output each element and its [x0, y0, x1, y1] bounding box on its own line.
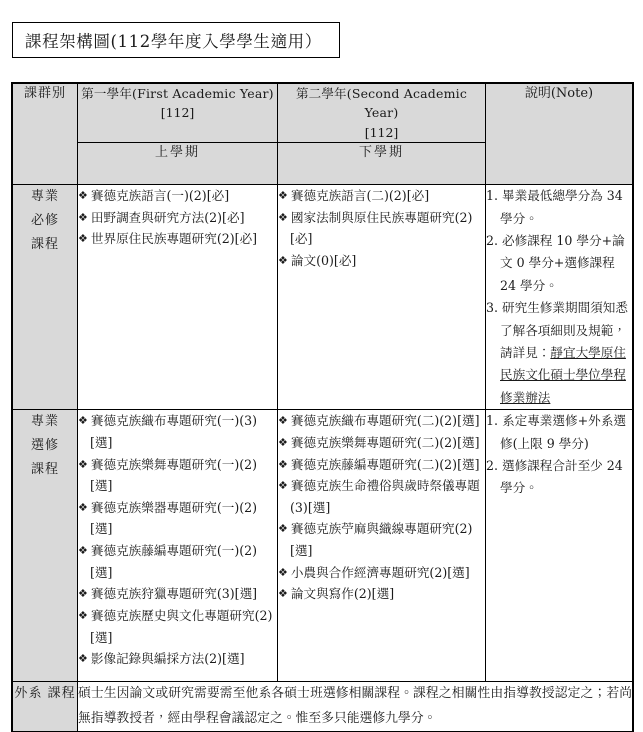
- diamond-bullet-icon: ❖: [78, 587, 88, 601]
- course-label: 論文(0)[必]: [290, 253, 357, 269]
- course-label: 賽德克族織布專題研究(二)(2)[選]: [290, 413, 480, 429]
- foreign-courses-description: 碩士生因論文或研究需要需至他系各碩士班選修相關課程。課程之相關性由指導教授認定之；若尚無指導教授者，經由學程會議認定之。惟至多只能選修九學分。: [78, 682, 633, 732]
- header-row-year: [13, 84, 633, 143]
- course-label: 田野調查與研究方法(2)[必]: [90, 209, 245, 225]
- diamond-bullet-icon: ❖: [278, 479, 288, 493]
- header-note-column: 說明(Note): [486, 84, 633, 185]
- course-label: 賽德克族苧麻與織線專題研究(2)[選]: [290, 521, 473, 559]
- course-item: [278, 432, 485, 454]
- table-row-elective-courses: [13, 410, 633, 682]
- header-semester1: 上學期: [78, 143, 278, 185]
- page-title: 課程架構圖(112學年度入學學生適用）: [25, 32, 322, 51]
- note-item: [486, 455, 632, 500]
- header-year2-line1: 第二學年(Second Academic Year): [295, 86, 468, 121]
- row-label-elective: [13, 410, 78, 682]
- course-label: 賽德克族樂舞專題研究(一)(2)[選]: [90, 456, 258, 494]
- header-group-column: 課群別: [13, 84, 78, 185]
- diamond-bullet-icon: ❖: [78, 457, 88, 471]
- course-label: 賽德克族生命禮俗與歲時祭儀專題(3)[選]: [290, 478, 480, 515]
- diamond-bullet-icon: ❖: [278, 414, 288, 428]
- course-item: [278, 583, 485, 605]
- course-label: 影像記錄與編採方法(2)[選]: [90, 651, 245, 667]
- course-item: [78, 454, 277, 497]
- header-year1: [78, 84, 278, 143]
- row-label-line: 外系: [14, 686, 43, 702]
- regulations-link[interactable]: 靜宜大學原住民族文化碩士學位學程修業辦法: [500, 344, 626, 405]
- diamond-bullet-icon: ❖: [78, 544, 88, 558]
- diamond-bullet-icon: ❖: [78, 232, 88, 246]
- course-label: 世界原住民族專題研究(2)[必]: [90, 231, 258, 247]
- row-label-line: 課程: [30, 237, 59, 253]
- course-label: 賽德克族狩獵專題研究(3)[選]: [90, 586, 258, 602]
- note-text: 1. 畢業最低總學分為 34 學分。: [486, 188, 623, 226]
- header-year2: [278, 84, 486, 143]
- required-notes: [486, 185, 633, 410]
- elective-notes: [486, 410, 633, 682]
- elective-semester2-courses: [278, 410, 486, 682]
- course-item: [78, 540, 277, 583]
- row-label-line: 課程: [47, 686, 76, 702]
- required-semester2-courses: [278, 185, 486, 410]
- course-item: [78, 410, 277, 453]
- diamond-bullet-icon: ❖: [278, 457, 288, 471]
- row-label-line: 專業: [30, 414, 59, 430]
- note-item: [486, 297, 632, 409]
- course-label: 國家法制與原住民族專題研究(2)[必]: [290, 209, 473, 247]
- diamond-bullet-icon: ❖: [278, 522, 288, 536]
- diamond-bullet-icon: ❖: [278, 189, 288, 203]
- row-label-line: 專業: [30, 189, 59, 205]
- course-item: [78, 605, 277, 648]
- note-text: 2. 必修課程 10 學分+論文 0 學分+選修課程 24 學分。: [486, 232, 625, 293]
- table-row-required-courses: [13, 185, 633, 410]
- course-item: [78, 228, 277, 250]
- table-body: [13, 185, 633, 732]
- header-semester2: 下學期: [278, 143, 486, 185]
- row-label-line: 課程: [30, 462, 59, 478]
- course-item: [278, 518, 485, 561]
- diamond-bullet-icon: ❖: [278, 435, 288, 449]
- course-label: 賽德克族樂舞專題研究(二)(2)[選]: [290, 434, 480, 450]
- elective-semester1-courses: [78, 410, 278, 682]
- note-item: [486, 185, 632, 230]
- course-item: [278, 454, 485, 476]
- curriculum-structure-table: [12, 83, 633, 732]
- diamond-bullet-icon: ❖: [78, 500, 88, 514]
- note-item: [486, 410, 632, 455]
- course-item: [78, 648, 277, 670]
- course-label: 賽德克族語言(一)(2)[必]: [90, 188, 230, 204]
- course-item: [278, 250, 485, 272]
- course-item: [278, 207, 485, 250]
- diamond-bullet-icon: ❖: [78, 414, 88, 428]
- course-label: 論文與寫作(2)[選]: [290, 586, 395, 602]
- course-label: 賽德克族歷史與文化專題研究(2)[選]: [90, 608, 273, 645]
- diamond-bullet-icon: ❖: [278, 254, 288, 268]
- diamond-bullet-icon: ❖: [78, 652, 88, 666]
- course-label: 賽德克族語言(二)(2)[必]: [290, 188, 430, 204]
- course-label: 賽德克族藤編專題研究(一)(2)[選]: [90, 543, 258, 580]
- row-label-foreign: [13, 682, 78, 732]
- course-label: 賽德克族織布專題研究(一)(3)[選]: [90, 413, 258, 450]
- note-text: 1. 系定專業選修+外系選修(上限 9 學分): [486, 413, 626, 451]
- course-item: [278, 185, 485, 207]
- diamond-bullet-icon: ❖: [278, 587, 288, 601]
- row-label-required: [13, 185, 78, 410]
- row-label-line: 選修: [30, 438, 59, 454]
- course-item: [78, 497, 277, 540]
- course-item: [78, 207, 277, 229]
- header-year1-line2: [112]: [160, 105, 195, 121]
- course-item: [78, 185, 277, 207]
- course-item: [278, 475, 485, 518]
- header-year2-line2: [112]: [364, 124, 399, 140]
- course-label: 小農與合作經濟專題研究(2)[選]: [290, 564, 470, 580]
- diamond-bullet-icon: ❖: [78, 189, 88, 203]
- course-item: [278, 562, 485, 584]
- note-item: [486, 230, 632, 297]
- diamond-bullet-icon: ❖: [78, 609, 88, 623]
- note-text: 2. 選修課程合計至少 24 學分。: [486, 458, 623, 496]
- table-header: [13, 84, 633, 185]
- diamond-bullet-icon: ❖: [278, 210, 288, 224]
- course-label: 賽德克族樂器專題研究(一)(2)[選]: [90, 499, 258, 537]
- course-item: [278, 410, 485, 432]
- row-label-line: 必修: [30, 213, 59, 229]
- table-row-foreign-courses: [13, 682, 633, 732]
- page-title-box: [12, 22, 340, 58]
- course-label: 賽德克族藤編專題研究(二)(2)[選]: [290, 456, 480, 472]
- course-item: [78, 583, 277, 605]
- header-year1-line1: 第一學年(First Academic Year): [81, 86, 274, 101]
- diamond-bullet-icon: ❖: [278, 565, 288, 579]
- note-text: 3. 研究生修業期間須知悉了解各項細則及規範，請詳見：: [486, 300, 628, 360]
- required-semester1-courses: [78, 185, 278, 410]
- diamond-bullet-icon: ❖: [78, 210, 88, 224]
